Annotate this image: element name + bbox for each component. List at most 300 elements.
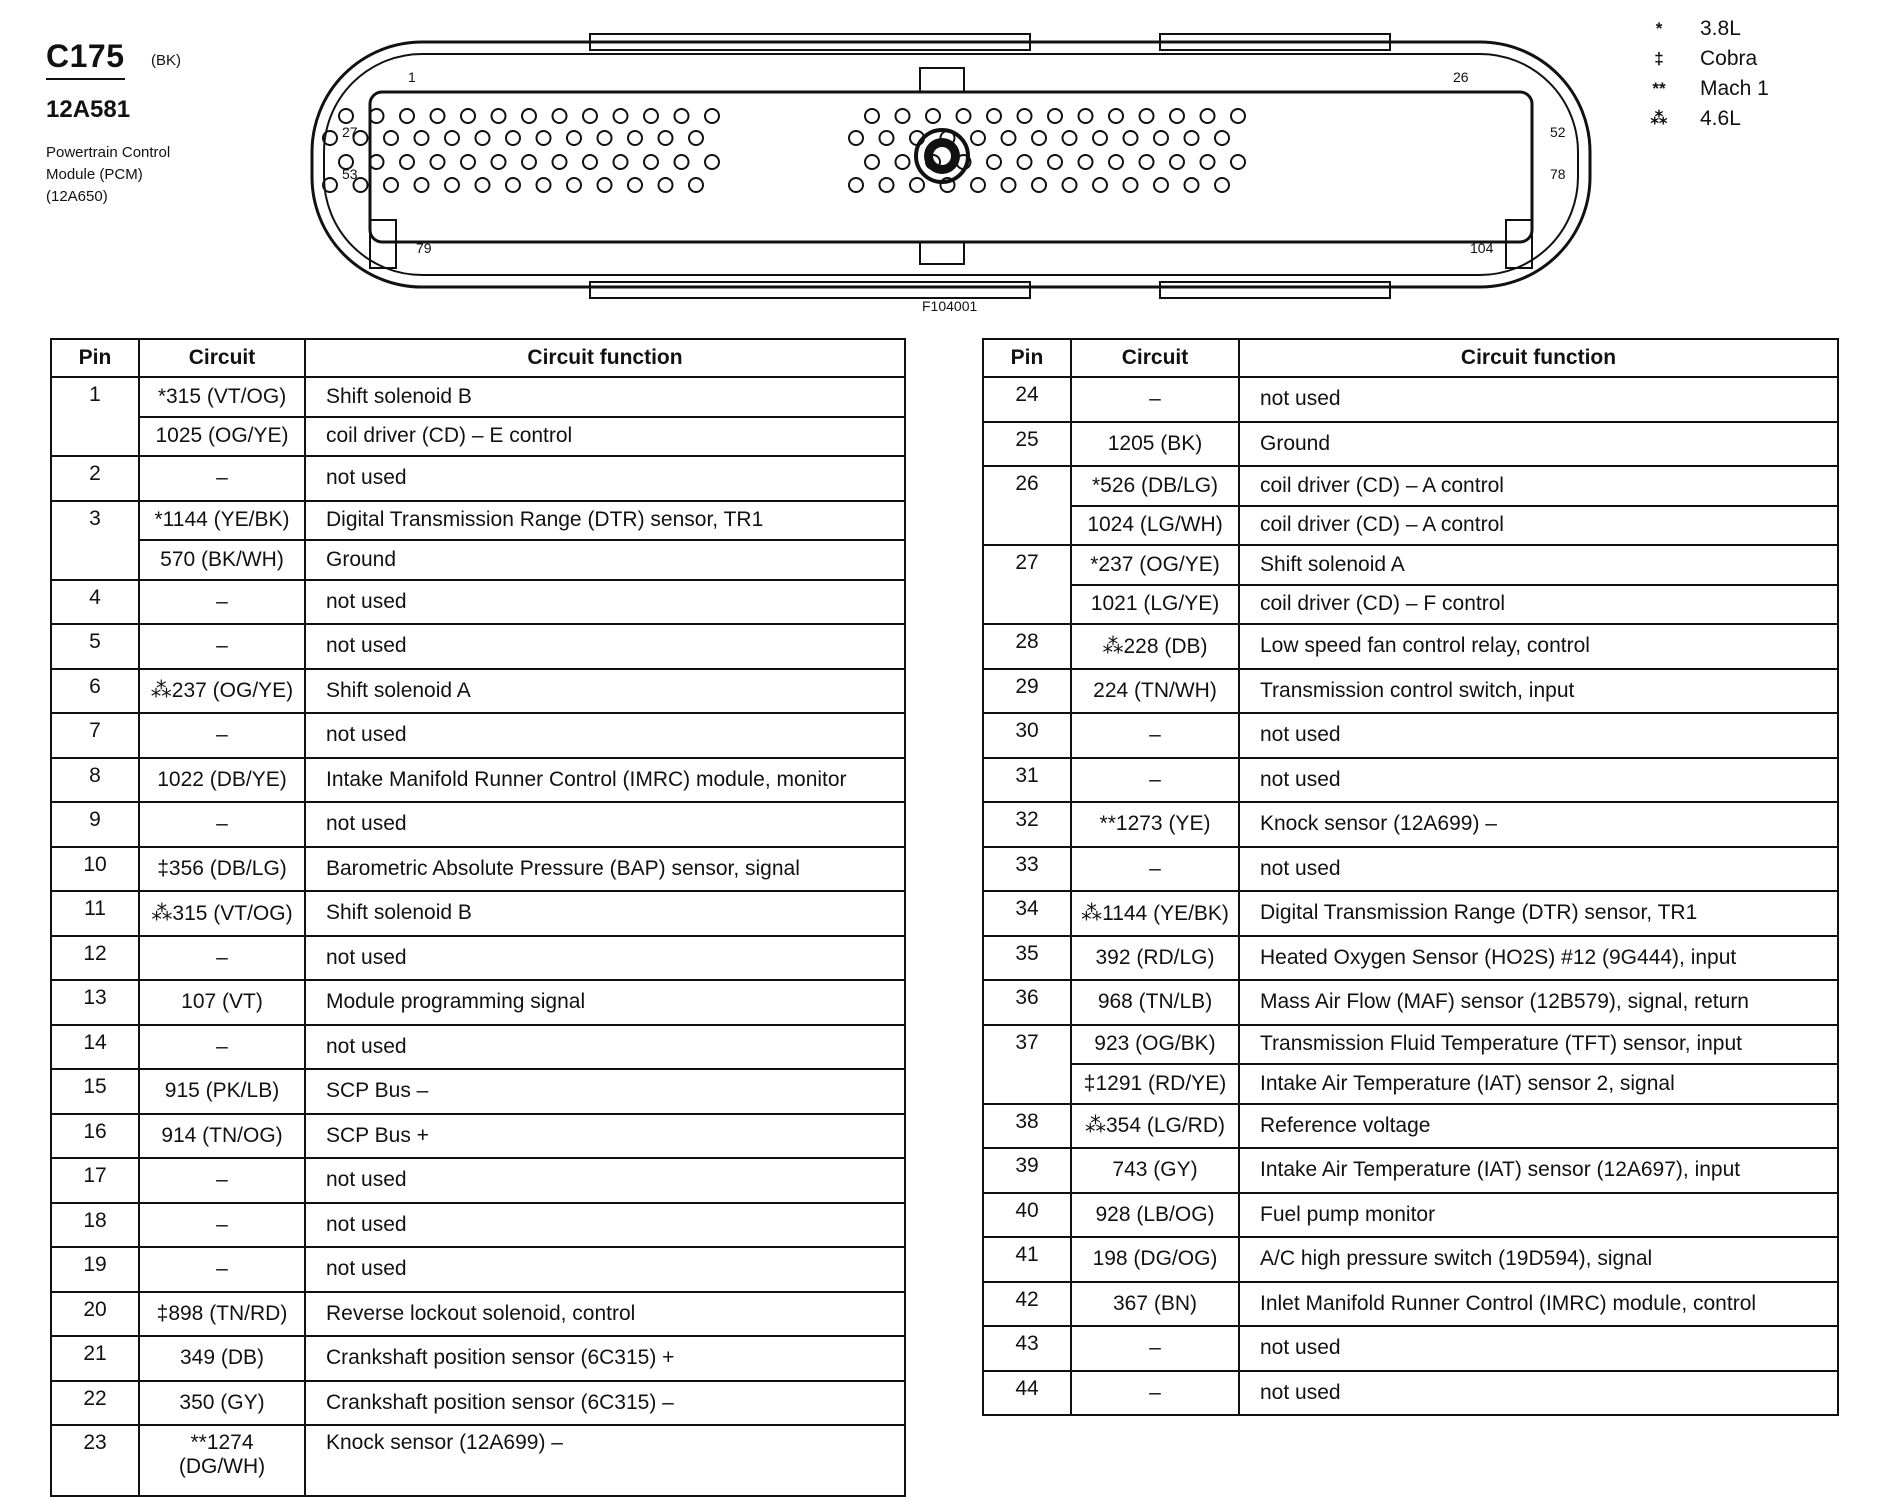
pin-number: 40 xyxy=(983,1193,1071,1238)
pin-hole xyxy=(476,131,490,145)
table-row xyxy=(983,713,1838,758)
table-row xyxy=(51,891,905,936)
pin-number: 11 xyxy=(51,891,139,936)
pin-number: 36 xyxy=(983,980,1071,1025)
circuit-code: ⁂1144 (YE/BK) xyxy=(1071,891,1239,936)
table-row xyxy=(51,758,905,803)
circuit-function: not used xyxy=(1239,377,1838,422)
circuit-code: ‡1291 (RD/YE) xyxy=(1071,1064,1239,1104)
pin-hole xyxy=(705,109,719,123)
pin-hole xyxy=(689,131,703,145)
circuit-function: coil driver (CD) – F control xyxy=(1239,585,1838,625)
pin-number: 15 xyxy=(51,1069,139,1114)
pin-hole xyxy=(1018,109,1032,123)
pin-hole xyxy=(370,155,384,169)
header-pin: Pin xyxy=(51,339,139,377)
pin-number: 41 xyxy=(983,1237,1071,1282)
pin-hole xyxy=(598,131,612,145)
pin-hole xyxy=(1002,178,1016,192)
table-row xyxy=(51,980,905,1025)
table-row xyxy=(51,1425,905,1496)
circuit-code: 570 (BK/WH) xyxy=(139,540,305,580)
table-body xyxy=(51,377,905,1496)
circuit-code: – xyxy=(139,456,305,501)
circuit-function: Shift solenoid A xyxy=(1239,545,1838,585)
circuit-function: coil driver (CD) – A control xyxy=(1239,506,1838,546)
pin-hole xyxy=(567,131,581,145)
table-row xyxy=(51,802,905,847)
circuit-function: A/C high pressure switch (19D594), signal xyxy=(1239,1237,1838,1282)
pin-label: 53 xyxy=(342,166,358,182)
circuit-function: Digital Transmission Range (DTR) sensor, TR1 xyxy=(305,501,905,541)
pin-hole xyxy=(675,109,689,123)
pin-hole xyxy=(1093,178,1107,192)
pin-number: 30 xyxy=(983,713,1071,758)
pin-hole xyxy=(1185,131,1199,145)
table-row xyxy=(983,891,1838,936)
pin-hole xyxy=(583,155,597,169)
pin-hole xyxy=(644,155,658,169)
circuit-function: Intake Manifold Runner Control (IMRC) module, monitor xyxy=(305,758,905,803)
circuit-function: SCP Bus + xyxy=(305,1114,905,1159)
table-row xyxy=(51,1292,905,1337)
table-row xyxy=(51,501,905,541)
table-row xyxy=(51,580,905,625)
table-row xyxy=(51,1069,905,1114)
table-row xyxy=(51,669,905,714)
circuit-code: – xyxy=(1071,377,1239,422)
pin-hole xyxy=(971,131,985,145)
pin-number: 37 xyxy=(983,1025,1071,1104)
circuit-function: not used xyxy=(1239,758,1838,803)
pin-hole xyxy=(537,178,551,192)
circuit-code: 1022 (DB/YE) xyxy=(139,758,305,803)
pin-number: 12 xyxy=(51,936,139,981)
table-row xyxy=(51,1336,905,1381)
circuit-function: not used xyxy=(305,1025,905,1070)
description-line: Module (PCM) xyxy=(46,166,143,183)
latch-right xyxy=(1506,220,1532,268)
table-row xyxy=(983,377,1838,422)
table-row xyxy=(51,1114,905,1159)
pin-hole xyxy=(1018,155,1032,169)
pin-label: 104 xyxy=(1470,240,1494,256)
table-row xyxy=(51,540,905,580)
pin-number: 39 xyxy=(983,1148,1071,1193)
circuit-function: Heated Oxygen Sensor (HO2S) #12 (9G444), input xyxy=(1239,936,1838,981)
pin-label: 27 xyxy=(342,124,358,140)
pin-hole xyxy=(1063,178,1077,192)
pin-number: 1 xyxy=(51,377,139,456)
legend-entry xyxy=(1640,44,1769,74)
pin-number: 31 xyxy=(983,758,1071,803)
circuit-function: Low speed fan control relay, control xyxy=(1239,624,1838,669)
pin-number: 2 xyxy=(51,456,139,501)
pin-hole xyxy=(537,131,551,145)
latch-left xyxy=(370,220,396,268)
key-bottom xyxy=(920,242,964,264)
circuit-function: Knock sensor (12A699) – xyxy=(1239,802,1838,847)
circuit-function: Shift solenoid B xyxy=(305,377,905,417)
pin-number: 25 xyxy=(983,422,1071,467)
circuit-code: ‡356 (DB/LG) xyxy=(139,847,305,892)
pin-number: 20 xyxy=(51,1292,139,1337)
circuit-code: 1205 (BK) xyxy=(1071,422,1239,467)
pin-hole xyxy=(849,131,863,145)
pin-number: 10 xyxy=(51,847,139,892)
header-function: Circuit function xyxy=(305,339,905,377)
pin-number: 27 xyxy=(983,545,1071,624)
circuit-function: not used xyxy=(305,1247,905,1292)
legend-label: 3.8L xyxy=(1700,17,1741,40)
pin-table-right xyxy=(982,338,1839,1416)
circuit-function: Intake Air Temperature (IAT) sensor (12A697), input xyxy=(1239,1148,1838,1193)
table-row xyxy=(983,545,1838,585)
circuit-code: 1021 (LG/YE) xyxy=(1071,585,1239,625)
table-row xyxy=(51,1381,905,1426)
table-row xyxy=(51,1025,905,1070)
circuit-code: 914 (TN/OG) xyxy=(139,1114,305,1159)
table-body xyxy=(983,377,1838,1415)
pin-number: 38 xyxy=(983,1104,1071,1149)
pin-number: 43 xyxy=(983,1326,1071,1371)
pin-hole xyxy=(910,178,924,192)
circuit-function: not used xyxy=(305,1203,905,1248)
table-row xyxy=(983,936,1838,981)
pin-hole xyxy=(461,109,475,123)
legend-entry xyxy=(1640,14,1769,44)
pin-hole xyxy=(339,109,353,123)
pin-label: 26 xyxy=(1453,69,1469,85)
pin-hole xyxy=(1185,178,1199,192)
key-top xyxy=(920,68,964,92)
pin-hole xyxy=(445,178,459,192)
pin-hole xyxy=(1231,109,1245,123)
pin-hole xyxy=(1140,109,1154,123)
table-row xyxy=(983,802,1838,847)
circuit-function: Reverse lockout solenoid, control xyxy=(305,1292,905,1337)
circuit-code: 915 (PK/LB) xyxy=(139,1069,305,1114)
circuit-function: Ground xyxy=(1239,422,1838,467)
circuit-code: – xyxy=(139,936,305,981)
table-row xyxy=(983,980,1838,1025)
table-row xyxy=(983,1371,1838,1416)
pin-hole xyxy=(1170,109,1184,123)
circuit-code: – xyxy=(139,1158,305,1203)
pin-hole xyxy=(987,109,1001,123)
pin-number: 42 xyxy=(983,1282,1071,1327)
circuit-function: not used xyxy=(1239,847,1838,892)
pin-hole xyxy=(1048,155,1062,169)
circuit-code: 923 (OG/BK) xyxy=(1071,1025,1239,1065)
table-row xyxy=(983,466,1838,506)
lock-tab-bottom-right xyxy=(1160,282,1390,298)
table-row xyxy=(51,1203,905,1248)
pin-hole xyxy=(628,131,642,145)
connector-description xyxy=(46,142,246,208)
circuit-code: – xyxy=(139,624,305,669)
pin-hole xyxy=(926,109,940,123)
circuit-function: Module programming signal xyxy=(305,980,905,1025)
pin-hole xyxy=(1109,155,1123,169)
circuit-code: 1024 (LG/WH) xyxy=(1071,506,1239,546)
table-row xyxy=(51,417,905,457)
circuit-function: Digital Transmission Range (DTR) sensor, TR1 xyxy=(1239,891,1838,936)
legend-symbol: ** xyxy=(1652,79,1666,98)
pin-label: 52 xyxy=(1550,124,1566,140)
table-row xyxy=(51,624,905,669)
pin-hole xyxy=(522,109,536,123)
pin-number: 24 xyxy=(983,377,1071,422)
pin-hole xyxy=(880,131,894,145)
table-row xyxy=(983,758,1838,803)
pin-number: 17 xyxy=(51,1158,139,1203)
pin-hole xyxy=(598,178,612,192)
pin-number: 13 xyxy=(51,980,139,1025)
pin-hole xyxy=(567,178,581,192)
pin-hole xyxy=(1215,131,1229,145)
circuit-function: Ground xyxy=(305,540,905,580)
circuit-function: Transmission control switch, input xyxy=(1239,669,1838,714)
pin-hole xyxy=(384,131,398,145)
circuit-function: not used xyxy=(305,713,905,758)
circuit-code: ‡898 (TN/RD) xyxy=(139,1292,305,1337)
pin-table-left xyxy=(50,338,906,1497)
circuit-code: ⁂315 (VT/OG) xyxy=(139,891,305,936)
circuit-function: coil driver (CD) – A control xyxy=(1239,466,1838,506)
legend-symbol: ‡ xyxy=(1654,49,1664,68)
pin-hole xyxy=(659,178,673,192)
pin-hole xyxy=(1215,178,1229,192)
lock-tab-bottom-left xyxy=(590,282,1030,298)
circuit-code: – xyxy=(139,802,305,847)
pin-hole xyxy=(971,178,985,192)
circuit-function: Fuel pump monitor xyxy=(1239,1193,1838,1238)
legend-entry xyxy=(1640,104,1769,134)
circuit-code: 392 (RD/LG) xyxy=(1071,936,1239,981)
circuit-code: 349 (DB) xyxy=(139,1336,305,1381)
circuit-function: SCP Bus – xyxy=(305,1069,905,1114)
circuit-code: **1273 (YE) xyxy=(1071,802,1239,847)
pin-hole xyxy=(400,155,414,169)
circuit-code: – xyxy=(139,713,305,758)
pin-number: 4 xyxy=(51,580,139,625)
pin-number: 16 xyxy=(51,1114,139,1159)
pin-label: 1 xyxy=(408,69,416,85)
figure-id: F104001 xyxy=(922,298,978,314)
circuit-function: Shift solenoid A xyxy=(305,669,905,714)
circuit-function: not used xyxy=(305,1158,905,1203)
pin-hole xyxy=(1032,178,1046,192)
pin-number: 35 xyxy=(983,936,1071,981)
pin-hole xyxy=(1170,155,1184,169)
pin-hole xyxy=(1124,178,1138,192)
table-row xyxy=(983,1237,1838,1282)
circuit-code: 224 (TN/WH) xyxy=(1071,669,1239,714)
table-row xyxy=(983,1148,1838,1193)
pin-hole xyxy=(896,109,910,123)
pin-hole xyxy=(492,155,506,169)
circuit-function: not used xyxy=(1239,1326,1838,1371)
pin-hole xyxy=(644,109,658,123)
table-row xyxy=(983,669,1838,714)
pin-number: 8 xyxy=(51,758,139,803)
pin-number: 34 xyxy=(983,891,1071,936)
circuit-code: – xyxy=(1071,713,1239,758)
circuit-code: *315 (VT/OG) xyxy=(139,377,305,417)
pin-hole xyxy=(880,178,894,192)
pin-hole xyxy=(896,155,910,169)
pin-number: 44 xyxy=(983,1371,1071,1416)
pin-hole xyxy=(370,109,384,123)
pin-label: 78 xyxy=(1550,166,1566,182)
pin-number: 6 xyxy=(51,669,139,714)
circuit-function: not used xyxy=(305,624,905,669)
pin-hole xyxy=(705,155,719,169)
table-row xyxy=(983,624,1838,669)
circuit-function: coil driver (CD) – E control xyxy=(305,417,905,457)
circuit-function: not used xyxy=(305,580,905,625)
header-circuit: Circuit xyxy=(139,339,305,377)
legend-symbol: ⁂ xyxy=(1650,109,1668,128)
header-circuit: Circuit xyxy=(1071,339,1239,377)
table-row xyxy=(983,1064,1838,1104)
pin-number: 18 xyxy=(51,1203,139,1248)
pin-hole xyxy=(849,178,863,192)
pin-hole xyxy=(1201,109,1215,123)
pin-hole xyxy=(431,155,445,169)
pin-hole xyxy=(614,109,628,123)
circuit-function: Inlet Manifold Runner Control (IMRC) module, control xyxy=(1239,1282,1838,1327)
circuit-function: not used xyxy=(305,936,905,981)
circuit-code: 743 (GY) xyxy=(1071,1148,1239,1193)
circuit-function: Mass Air Flow (MAF) sensor (12B579), signal, return xyxy=(1239,980,1838,1025)
pin-hole xyxy=(628,178,642,192)
pin-hole xyxy=(553,109,567,123)
pin-hole xyxy=(1032,131,1046,145)
circuit-function: Barometric Absolute Pressure (BAP) sensor, signal xyxy=(305,847,905,892)
pin-number: 29 xyxy=(983,669,1071,714)
table-row xyxy=(983,1193,1838,1238)
circuit-code: ⁂354 (LG/RD) xyxy=(1071,1104,1239,1149)
legend-label: Cobra xyxy=(1700,47,1758,70)
connector-info xyxy=(46,38,246,208)
pin-hole xyxy=(1154,178,1168,192)
pin-number: 3 xyxy=(51,501,139,580)
pin-hole xyxy=(1002,131,1016,145)
circuit-function: Transmission Fluid Temperature (TFT) sensor, input xyxy=(1239,1025,1838,1065)
table-row xyxy=(51,847,905,892)
pin-number: 21 xyxy=(51,1336,139,1381)
pin-hole xyxy=(431,109,445,123)
legend-label: 4.6L xyxy=(1700,107,1741,130)
pin-number: 7 xyxy=(51,713,139,758)
pin-hole xyxy=(675,155,689,169)
circuit-function: Knock sensor (12A699) – xyxy=(305,1425,905,1496)
description-line: Powertrain Control xyxy=(46,144,171,161)
header-pin: Pin xyxy=(983,339,1071,377)
circuit-function: not used xyxy=(1239,1371,1838,1416)
table-row xyxy=(51,936,905,981)
circuit-code: ⁂237 (OG/YE) xyxy=(139,669,305,714)
circuit-function: not used xyxy=(1239,713,1838,758)
circuit-function: Crankshaft position sensor (6C315) – xyxy=(305,1381,905,1426)
pin-number: 32 xyxy=(983,802,1071,847)
pin-hole xyxy=(1063,131,1077,145)
pin-hole xyxy=(1048,109,1062,123)
legend-label: Mach 1 xyxy=(1700,77,1769,100)
pin-hole xyxy=(1079,109,1093,123)
connector-color: (BK) xyxy=(150,52,181,69)
pin-number: 19 xyxy=(51,1247,139,1292)
connector-part-number: 12A581 xyxy=(46,96,131,123)
pin-hole xyxy=(1093,131,1107,145)
table-row xyxy=(983,506,1838,546)
circuit-code: 968 (TN/LB) xyxy=(1071,980,1239,1025)
pin-label: 79 xyxy=(416,240,432,256)
circuit-code: 367 (BN) xyxy=(1071,1282,1239,1327)
pin-hole xyxy=(522,155,536,169)
circuit-code: – xyxy=(139,1025,305,1070)
circuit-function: Reference voltage xyxy=(1239,1104,1838,1149)
pin-hole xyxy=(1079,155,1093,169)
engine-legend xyxy=(1640,14,1769,134)
pin-number: 14 xyxy=(51,1025,139,1070)
circuit-code: – xyxy=(139,580,305,625)
circuit-code: – xyxy=(139,1203,305,1248)
table-row xyxy=(983,1104,1838,1149)
table-row xyxy=(983,1025,1838,1065)
pin-hole xyxy=(1140,155,1154,169)
circuit-code: – xyxy=(1071,1326,1239,1371)
table-header-row xyxy=(51,339,905,377)
pin-number: 26 xyxy=(983,466,1071,545)
table-row xyxy=(983,422,1838,467)
circuit-code: – xyxy=(1071,847,1239,892)
pin-hole xyxy=(506,178,520,192)
circuit-code: ⁂228 (DB) xyxy=(1071,624,1239,669)
table-row xyxy=(983,1282,1838,1327)
table-row xyxy=(983,585,1838,625)
pin-hole xyxy=(415,131,429,145)
pin-hole xyxy=(553,155,567,169)
pin-hole xyxy=(506,131,520,145)
circuit-code: 350 (GY) xyxy=(139,1381,305,1426)
circuit-code: 1025 (OG/YE) xyxy=(139,417,305,457)
pin-number: 9 xyxy=(51,802,139,847)
pin-number: 33 xyxy=(983,847,1071,892)
circuit-function: not used xyxy=(305,802,905,847)
pin-hole xyxy=(415,178,429,192)
circuit-code: *1144 (YE/BK) xyxy=(139,501,305,541)
circuit-code: – xyxy=(1071,1371,1239,1416)
legend-symbol: * xyxy=(1655,19,1663,38)
circuit-function: Intake Air Temperature (IAT) sensor 2, signal xyxy=(1239,1064,1838,1104)
legend-entry xyxy=(1640,74,1769,104)
table-row xyxy=(51,713,905,758)
pin-hole xyxy=(614,155,628,169)
pin-hole xyxy=(1154,131,1168,145)
connector-id: C175 xyxy=(46,38,125,80)
pin-hole xyxy=(1231,155,1245,169)
circuit-code: *526 (DB/LG) xyxy=(1071,466,1239,506)
pin-hole xyxy=(689,178,703,192)
table-row xyxy=(51,456,905,501)
pin-hole xyxy=(865,109,879,123)
pin-hole xyxy=(987,155,1001,169)
pin-hole xyxy=(583,109,597,123)
pin-hole xyxy=(445,131,459,145)
